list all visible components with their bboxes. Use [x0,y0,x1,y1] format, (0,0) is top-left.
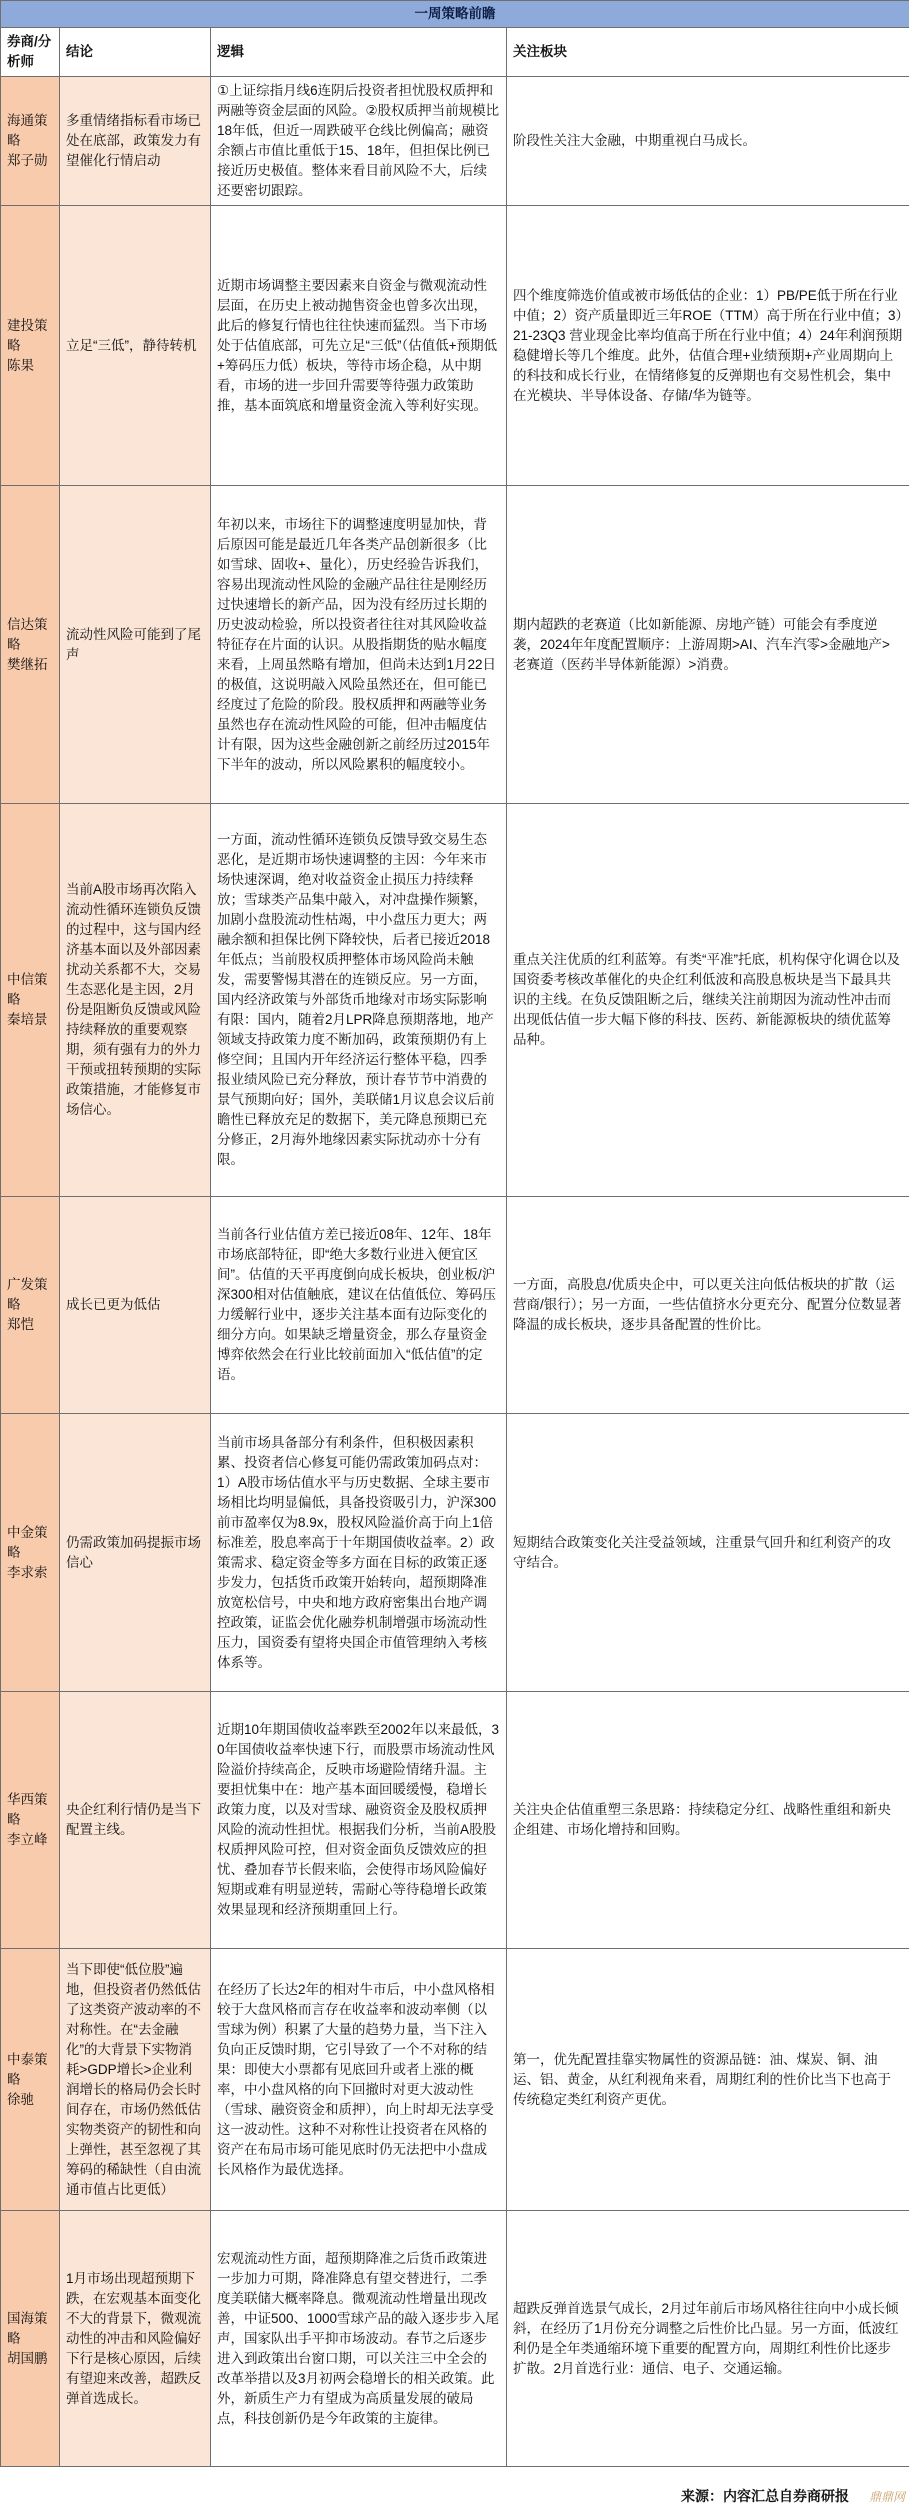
table-row [1,77,909,206]
sector-cell: 期内超跌的老赛道（比如新能源、房地产链）可能会有季度逆袭，2024年年度配置顺序：上游周期>AI、汽车汽零>金融地产>老赛道（医药半导体新能源）>消费。 [507,486,909,804]
analyst-name: 秦培景 [7,1012,48,1027]
watermark: 鼎鼎网 [868,2490,905,2504]
header-conclusion: 结论 [60,28,211,77]
logic-cell: 年初以来，市场往下的调整速度明显加快，背后原因可能是最近几年各类产品创新很多（比如雪球、固收+、量化），历史经验告诉我们，容易出现流动性风险的金融产品往往是刚经历过快速增长的新产品，因为没有经历过长期的历史波动检验，所以投资者往往对其风险收益特征存在片面的认识。从股指期货的贴水幅度来看，上周虽然略有增加，但尚未达到1月22日的极值，这说明敲入风险虽然还在，但可能已经度过了危险的阶段。股权质押和两融等业务虽然也存在流动性风险的可能，但冲击幅度估计有限，因为这些金融创新之前经历过2015年下半年的波动，所以风险累积的幅度较小。 [211,486,507,804]
firm-name: 中金策略 [7,1524,48,1560]
firm-name: 中信策略 [7,972,48,1007]
firm-cell [1,804,60,1197]
logic-cell: 当前市场具备部分有利条件，但积极因素积累、投资者信心修复可能仍需政策加码点对：1）A股市场估值水平与历史数据、全球主要市场相比均明显偏低，具备投资吸引力，沪深300前市盈率仅为8.9x，股权风险溢价高于向上1倍标准差，股息率高于十年期国债收益率。2）政策需求、稳定资金等多方面在目标的政策正逐步发力，包括货币政策开始转向，超预期降准放宽松信号，中央和地方政府密集出台地产调控政策，证监会优化融券机制增强市场流动性压力，国资委有望将央国企市值管理纳入考核体系等。 [211,1414,507,1692]
conclusion-cell: 成长已更为低估 [60,1197,211,1414]
table-row [1,1949,909,2211]
header-logic: 逻辑 [211,28,507,77]
analyst-name: 郑恺 [7,1317,34,1332]
table-title: 一周策略前瞻 [1,1,909,28]
logic-cell: ①上证综指月线6连阴后投资者担忧股权质押和两融等资金层面的风险。②股权质押当前规模比18年低，但近一周跌破平仓线比例偏高；融资余额占市值比重低于15、18年，但担保比例已接近历史极值。整体来看目前风险不大，后续还要密切跟踪。 [211,77,507,206]
title-row [1,1,909,28]
firm-cell [1,1197,60,1414]
table-row [1,1414,909,1692]
logic-cell: 在经历了长达2年的相对牛市后，中小盘风格相较于大盘风格而言存在收益率和波动率侧（以雪球为例）积累了大量的趋势力量，当下注入负向正反馈时期，它引导致了一个不对称的结果：即使大小票都有见底回升或者上涨的概率，中小盘风格的向下回撤时对更大波动性（雪球、融资资金和质押），向上时却无法享受这一波动性。这种不对称性让投资者在风格的资产在布局市场可能见底时仍无法把中小盘成长风格作为最优选择。 [211,1949,507,2211]
logic-cell: 一方面，流动性循环连锁负反馈导致交易生态恶化，是近期市场快速调整的主因：今年来市场快速深调，绝对收益资金止损压力持续释放；雪球类产品集中敲入，对冲盘操作频繁，加剧小盘股流动性枯竭，中小盘压力更大；两融余额和担保比例下降较快，后者已接近2018年低点；当前股权质押整体市场风险尚未触发，需要警惕其潜在的连锁反应。另一方面，国内经济政策与外部货币地缘对市场实际影响有限：国内，随着2月LPR降息预期落地，地产领域支持政策力度不断加码，政策预期仍有上修空间；且国内开年经济运行整体平稳，四季报业绩风险已充分释放，预计春节节中消费的景气预期向好；国外，美联储1月议息会议后前瞻性已释放充足的数据下，美元降息预期已充分修正，2月海外地缘因素实际扰动亦十分有限。 [211,804,507,1197]
firm-cell [1,77,60,206]
logic-cell: 宏观流动性方面，超预期降准之后货币政策进一步加力可期，降准降息有望交替进行，二季度美联储大概率降息。微观流动性增量出现改善，中证500、1000雪球产品的敲入逐步步入尾声，国家队出手平抑市场波动。春节之后逐步进入到政策出台窗口期，可以关注三中全会的改革举措以及3月初两会稳增长的相关政策。此外，新质生产力有望成为高质量发展的破局点，科技创新仍是今年政策的主旋律。 [211,2211,507,2467]
footer [0,2478,909,2510]
firm-cell [1,1949,60,2211]
firm-name: 国海策略 [7,2310,48,2346]
sector-cell: 超跌反弹首选景气成长，2月过年前后市场风格往往向中小成长倾斜，在经历了1月份充分调整之后性价比凸显。另一方面，低波红利仍是全年类通缩环境下重要的配置方向，周期红利性价比逐步扩散。2月首选行业：通信、电子、交通运输。 [507,2211,909,2467]
table-row [1,1692,909,1949]
analyst-name: 李立峰 [7,1832,48,1847]
analyst-name: 陈果 [7,357,34,373]
analyst-name: 徐驰 [7,2091,34,2107]
firm-cell [1,206,60,486]
sector-cell: 重点关注优质的红利蓝筹。有类“平准”托底，机构保守化调仓以及国资委考核改革催化的央企红利低波和高股息板块是当下最具共识的主线。在负反馈阻断之后，继续关注前期因为流动性冲击而出现低估值一步大幅下修的科技、医药、新能源板块的绩优蓝筹品种。 [507,804,909,1197]
firm-cell [1,1414,60,1692]
table-row [1,804,909,1197]
conclusion-cell: 当前A股市场再次陷入流动性循环连锁负反馈的过程中，这与国内经济基本面以及外部因素扰动关系都不大，交易生态恶化是主因，2月份是阻断负反馈或风险持续释放的重要观察期，须有强有力的外力干预或扭转预期的实际政策措施，才能修复市场信心。 [60,804,211,1197]
logic-cell: 近期10年期国债收益率跌至2002年以来最低，30年国债收益率快速下行，而股票市场流动性风险溢价持续高企，反映市场避险情绪升温。主要担忧集中在：地产基本面回暖缓慢，稳增长政策力度，以及对雪球、融资资金及股权质押风险的流动性担忧。根据我们分析，当前A股股权质押风险可控，但对资金面负反馈效应的担忧、叠加春节长假来临，会使得市场风险偏好短期或难有明显逆转，需耐心等待稳增长政策效果显现和经济预期重回上行。 [211,1692,507,1949]
table-row [1,206,909,486]
conclusion-cell: 当下即使“低位股”遍地，但投资者仍然低估了这类资产波动率的不对称性。在“去金融化”的大背景下实物消耗>GDP增长>企业利润增长的格局仍会长时间存在，市场仍然低估实物类资产的韧性和向上弹性，甚至忽视了其筹码的稀缺性（自由流通市值占比更低） [60,1949,211,2211]
source-note: 来源：内容汇总自券商研报 [681,2488,849,2504]
logic-cell: 当前各行业估值方差已接近08年、12年、18年市场底部特征，即“绝大多数行业进入便宜区间”。估值的天平再度倒向成长板块，创业板/沪深300相对估值触底，建议在估值低位、筹码压力缓解行业中，逐步关注基本面有边际变化的细分方向。如果缺乏增量资金，那么存量资金博弈依然会在行业比较前面加入“低估值”的定语。 [211,1197,507,1414]
firm-name: 信达策略 [7,616,48,652]
firm-cell [1,1692,60,1949]
table-row [1,1197,909,1414]
firm-name: 中泰策略 [7,2051,48,2087]
firm-name: 华西策略 [7,1792,48,1827]
sector-cell: 阶段性关注大金融，中期重视白马成长。 [507,77,909,206]
table-row [1,2211,909,2467]
logic-cell: 近期市场调整主要因素来自资金与微观流动性层面，在历史上被动抛售资金也曾多次出现，此后的修复行情也往往快速而猛烈。当下市场处于估值底部，可先立足“三低”（估值低+预期低+筹码压力低）板块，等待市场企稳，从中期看，市场的进一步回升需要等待强力政策助推，基本面筑底和增量资金流入等利好实现。 [211,206,507,486]
conclusion-cell: 1月市场出现超预期下跌，在宏观基本面变化不大的背景下，微观流动性的冲击和风险偏好下行是核心原因，后续有望迎来改善，超跌反弹首选成长。 [60,2211,211,2467]
firm-name: 广发策略 [7,1277,48,1312]
firm-cell [1,2211,60,2467]
sector-cell: 关注央企估值重塑三条思路：持续稳定分红、战略性重组和新央企组建、市场化增持和回购。 [507,1692,909,1949]
sector-cell: 四个维度筛选价值或被市场低估的企业：1）PB/PE低于所在行业中值；2）资产质量即近三年ROE（TTM）高于所在行业中值；3）21-23Q3 营业现金比率均值高于所在行业中值；4）24年利润预期稳健增长等几个维度。此外，估值合理+业绩预期+产业周期向上的科技和成长行业，在情绪修复的反弹期也有交易性机会，集中在光模块、半导体设备、存储/华为链等。 [507,206,909,486]
header-firm: 券商/分析师 [1,28,60,77]
conclusion-cell: 流动性风险可能到了尾声 [60,486,211,804]
sector-cell: 短期结合政策变化关注受益领域，注重景气回升和红利资产的攻守结合。 [507,1414,909,1692]
firm-cell [1,486,60,804]
table-row [1,486,909,804]
firm-name: 建投策略 [7,317,48,353]
conclusion-cell: 多重情绪指标看市场已处在底部，政策发力有望催化行情启动 [60,77,211,206]
sector-cell: 一方面，高股息/优质央企中，可以更关注向低估板块的扩散（运营商/银行）；另一方面，一些估值挤水分更充分、配置分位数显著降温的成长板块，逐步具备配置的性价比。 [507,1197,909,1414]
analyst-name: 樊继拓 [7,656,48,672]
firm-name: 海通策略 [7,113,48,148]
header-sector: 关注板块 [507,28,909,77]
analyst-name: 郑子勋 [7,153,48,168]
analyst-name: 胡国鹏 [7,2350,48,2366]
conclusion-cell: 立足“三低”，静待转机 [60,206,211,486]
conclusion-cell: 央企红利行情仍是当下配置主线。 [60,1692,211,1949]
header-row [1,28,909,77]
analyst-name: 李求索 [7,1564,48,1580]
sector-cell: 第一，优先配置挂靠实物属性的资源品链：油、煤炭、铜、油运、铝、黄金，从红利视角来看，周期红利的性价比当下也高于传统稳定类红利资产更优。 [507,1949,909,2211]
conclusion-cell: 仍需政策加码提振市场信心 [60,1414,211,1692]
